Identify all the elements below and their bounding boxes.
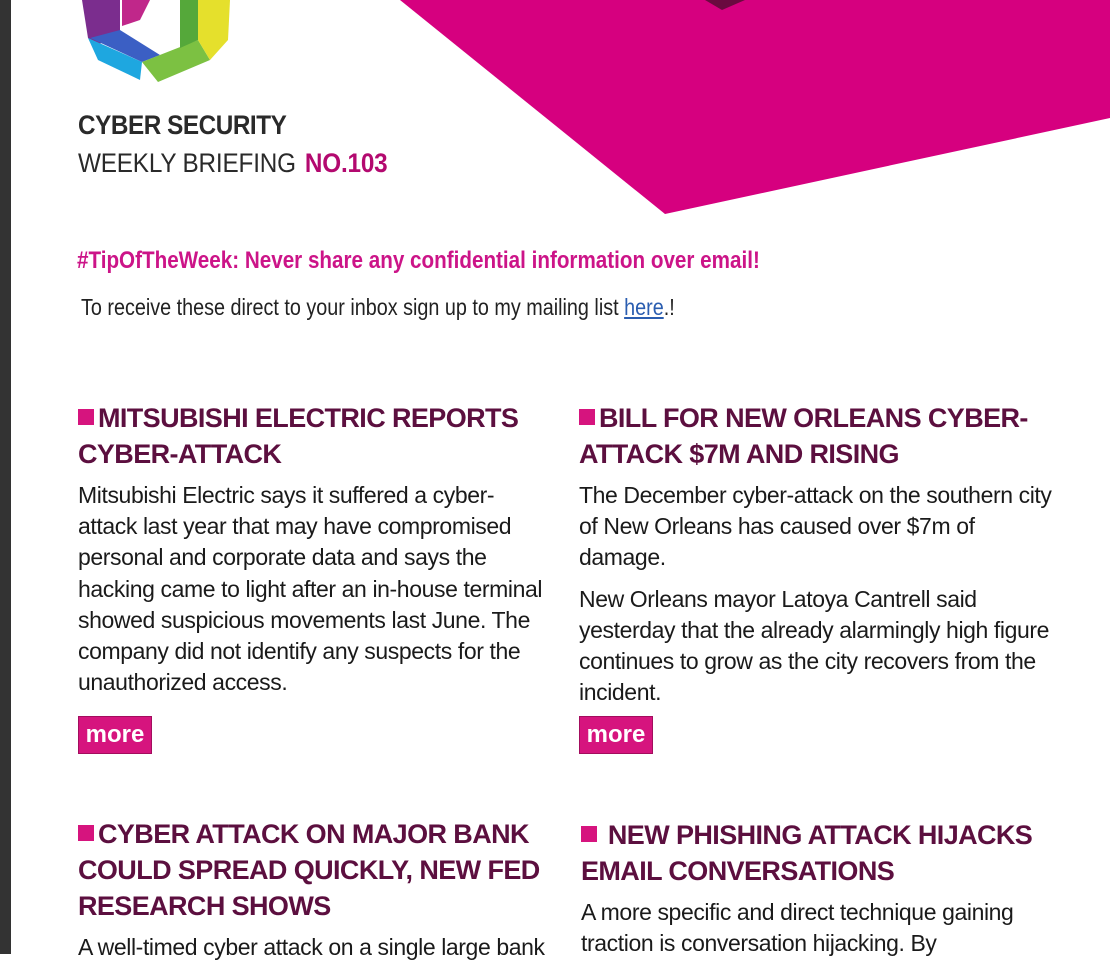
article-bank-attack <box>78 816 548 963</box>
article-paragraph: The December cyber-attack on the southern city of New Orleans has caused over $7m of damage. <box>579 482 1052 571</box>
headline-text: CYBER ATTACK ON MAJOR BANK COULD SPREAD QUICKLY, NEW FED RESEARCH SHOWS <box>78 819 540 921</box>
article-headline <box>78 816 548 924</box>
article-headline <box>581 817 1056 889</box>
signup-text: To receive these direct to your inbox sign up to my mailing list <box>81 294 625 320</box>
article-headline <box>78 400 548 472</box>
bullet-square-icon <box>78 409 94 425</box>
article-paragraph: A more specific and direct technique gaining traction is conversation hijacking. By <box>581 899 1014 957</box>
tip-of-the-week: #TipOfTheWeek: Never share any confidential information over email! <box>77 247 760 274</box>
article-paragraph: New Orleans mayor Latoya Cantrell said yesterday that the already alarmingly high figure continues to grow as the city recovers from the incident. <box>579 585 1050 706</box>
article-phishing <box>581 817 1056 959</box>
title-line1: CYBER SECURITY <box>78 110 287 140</box>
article-paragraph: A well-timed cyber attack on a single large bank <box>78 934 545 960</box>
headline-text: MITSUBISHI ELECTRIC REPORTS CYBER-ATTACK <box>78 403 519 469</box>
signup-text-end: .! <box>663 294 675 320</box>
article-mitsubishi <box>78 400 548 698</box>
signup-line <box>81 294 675 321</box>
more-button[interactable]: more <box>78 716 152 754</box>
headline-text: BILL FOR NEW ORLEANS CYBER-ATTACK $7M AND RISING <box>579 403 1028 469</box>
bullet-square-icon <box>579 409 595 425</box>
title-line2-text: WEEKLY BRIEFING <box>78 148 296 178</box>
title-line2 <box>78 144 388 182</box>
bullet-square-icon <box>581 826 597 842</box>
issue-number: NO.103 <box>304 148 388 178</box>
newsletter-title <box>78 106 422 182</box>
headline-text: NEW PHISHING ATTACK HIJACKS EMAIL CONVERSATIONS <box>581 820 1033 886</box>
more-button[interactable]: more <box>579 716 653 754</box>
signup-link[interactable]: here <box>624 294 664 320</box>
article-headline <box>579 400 1054 472</box>
logo-icon <box>80 0 240 90</box>
article-new-orleans <box>579 400 1054 708</box>
bullet-square-icon <box>78 825 94 841</box>
article-paragraph: Mitsubishi Electric says it suffered a cyber-attack last year that may have compromised personal and corporate data and says the hacking came to light after an in-house terminal showed suspicious movements last June. The company did not identify any suspects for the unauthorized access. <box>78 482 543 696</box>
